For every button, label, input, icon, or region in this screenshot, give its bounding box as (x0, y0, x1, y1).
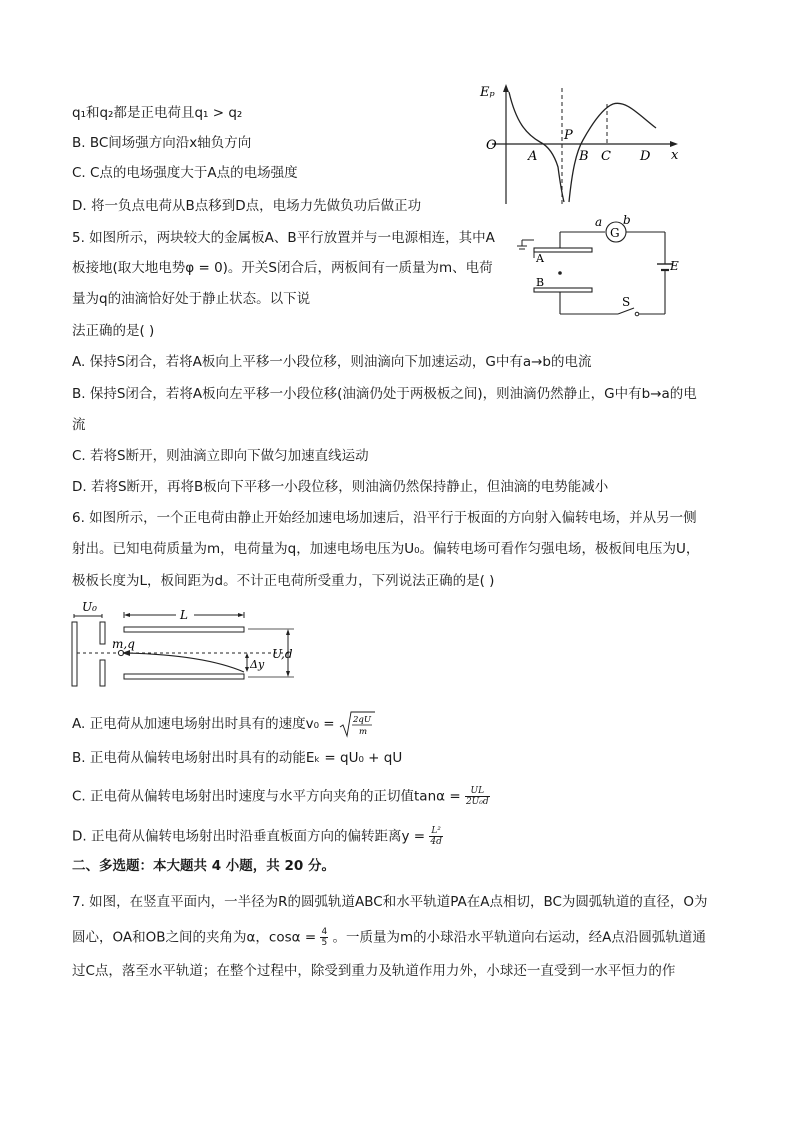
q6-label-mq: m,q (112, 637, 135, 651)
q5-stem-line3: 量为q的油滴恰好处于静止状态。以下说 (72, 291, 311, 307)
q6-label-u0: U₀ (82, 600, 97, 614)
q5-node-a: a (595, 215, 603, 229)
q6-deflection-diagram (66, 598, 306, 690)
q6-option-c-fraction: $\frac{UL}{\text{2U₀d}}$ (465, 786, 489, 807)
q6-label-ud: U,d (272, 647, 293, 661)
q5-plate-b-label: B (536, 276, 545, 289)
q6-label-dy: Δy (250, 658, 265, 671)
q6-option-c: C. 正电荷从偏转电场射出时速度与水平方向夹角的正切值tanα = $\frac{UL}{\text{2U₀d}}$ (72, 786, 489, 807)
q7-cos-fraction: $\frac{4}{5}$ (321, 927, 328, 948)
q6-stem-line3: 极板长度为L，板间距为d。不计正电荷所受重力，下列说法正确的是( ) (72, 573, 495, 589)
q5-source-label: E (670, 259, 679, 273)
q4-option-d: D. 将一负点电荷从B点移到D点，电场力先做负功后做正功 (72, 198, 422, 214)
q4-ep-graph (478, 82, 688, 207)
q4-point-p: P (564, 128, 573, 143)
svg-text:m: m (358, 727, 367, 737)
q6-option-d: D. 正电荷从偏转电场射出时沿垂直板面方向的偏转距离y = $\frac{\text{L²}}{4d}$ (72, 826, 442, 847)
svg-text:2qU: 2qU (352, 715, 371, 725)
q5-plate-a-label: A (536, 252, 544, 265)
q5-stem-line1: 5. 如图所示，两块较大的金属板A、B平行放置并与一电源相连，其中A (72, 230, 495, 246)
q5-option-d: D. 若将S断开，再将B板向下平移一小段位移，则油滴仍然保持静止，但油滴的电势能减小 (72, 479, 609, 495)
q4-option-c: C. C点的电场强度大于A点的电场强度 (72, 165, 298, 181)
section-title-multiple-choice: 二、多选题：本大题共 4 小题，共 20 分。 (72, 858, 335, 874)
q4-origin-label: O (486, 138, 497, 153)
q6-option-a: A. 正电荷从加速电场射出时具有的速度v₀ = 2qU m (72, 710, 375, 738)
q6-stem-line2: 射出。已知电荷质量为m，电荷量为q，加速电场电压为U₀。偏转电场可看作匀强电场，极板间电压为U， (72, 541, 700, 557)
q5-stem-line2: 板接地(取大地电势φ = 0)。开关S闭合后，两板间有一质量为m、电荷 (72, 260, 493, 276)
q6-option-d-fraction: $\frac{\text{L²}}{4d}$ (430, 826, 442, 847)
q7-stem-line3: 过C点，落至水平轨道；在整个过程中，除受到重力及轨道作用力外，小球还一直受到一水平恒力的作 (72, 963, 676, 979)
q4-point-b: B (579, 149, 589, 164)
q6-label-l: L (180, 608, 188, 622)
q6-option-b: B. 正电荷从偏转电场射出时具有的动能Eₖ = qU₀ + qU (72, 750, 403, 766)
q5-option-c: C. 若将S断开，则油滴立即向下做匀加速直线运动 (72, 448, 369, 464)
q5-galvanometer-label: G (610, 226, 620, 240)
q5-option-a: A. 保持S闭合，若将A板向上平移一小段位移，则油滴向下加速运动，G中有a→b的电流 (72, 354, 592, 370)
q5-switch-label: S (622, 295, 631, 309)
q4-axis-y-label: Eₚ (480, 85, 495, 100)
q5-stem-line4: 法正确的是( ) (72, 323, 155, 339)
q5-node-b: b (623, 213, 631, 227)
q5-option-b-line1: B. 保持S闭合，若将A板向左平移一小段位移(油滴仍处于两极板之间)，则油滴仍然静止，G中有b→a的电 (72, 386, 697, 402)
q7-stem-line2: 圆心，OA和OB之间的夹角为α，cosα = $\frac{4}{5}$ 。一质量为m的小球沿水平轨道向右运动，经A点沿圆弧轨道通 (72, 927, 706, 948)
q4-axis-x-label: x (671, 148, 679, 163)
q6-option-a-sqrt (339, 710, 375, 738)
q4-point-d: D (640, 149, 651, 164)
q5-option-b-line2: 流 (72, 417, 86, 433)
q5-circuit-diagram (510, 212, 700, 322)
q4-option-a: q₁和q₂都是正电荷且q₁ > q₂ (72, 105, 243, 121)
q4-option-b: B. BC间场强方向沿x轴负方向 (72, 135, 252, 151)
q6-stem-line1: 6. 如图所示，一个正电荷由静止开始经加速电场加速后，沿平行于板面的方向射入偏转电场，并从另一侧 (72, 510, 697, 526)
q4-point-c: C (601, 149, 611, 164)
q4-point-a: A (528, 149, 538, 164)
q7-stem-line1: 7. 如图，在竖直平面内，一半径为R的圆弧轨道ABC和水平轨道PA在A点相切，BC为圆弧轨道的直径，O为 (72, 894, 708, 910)
